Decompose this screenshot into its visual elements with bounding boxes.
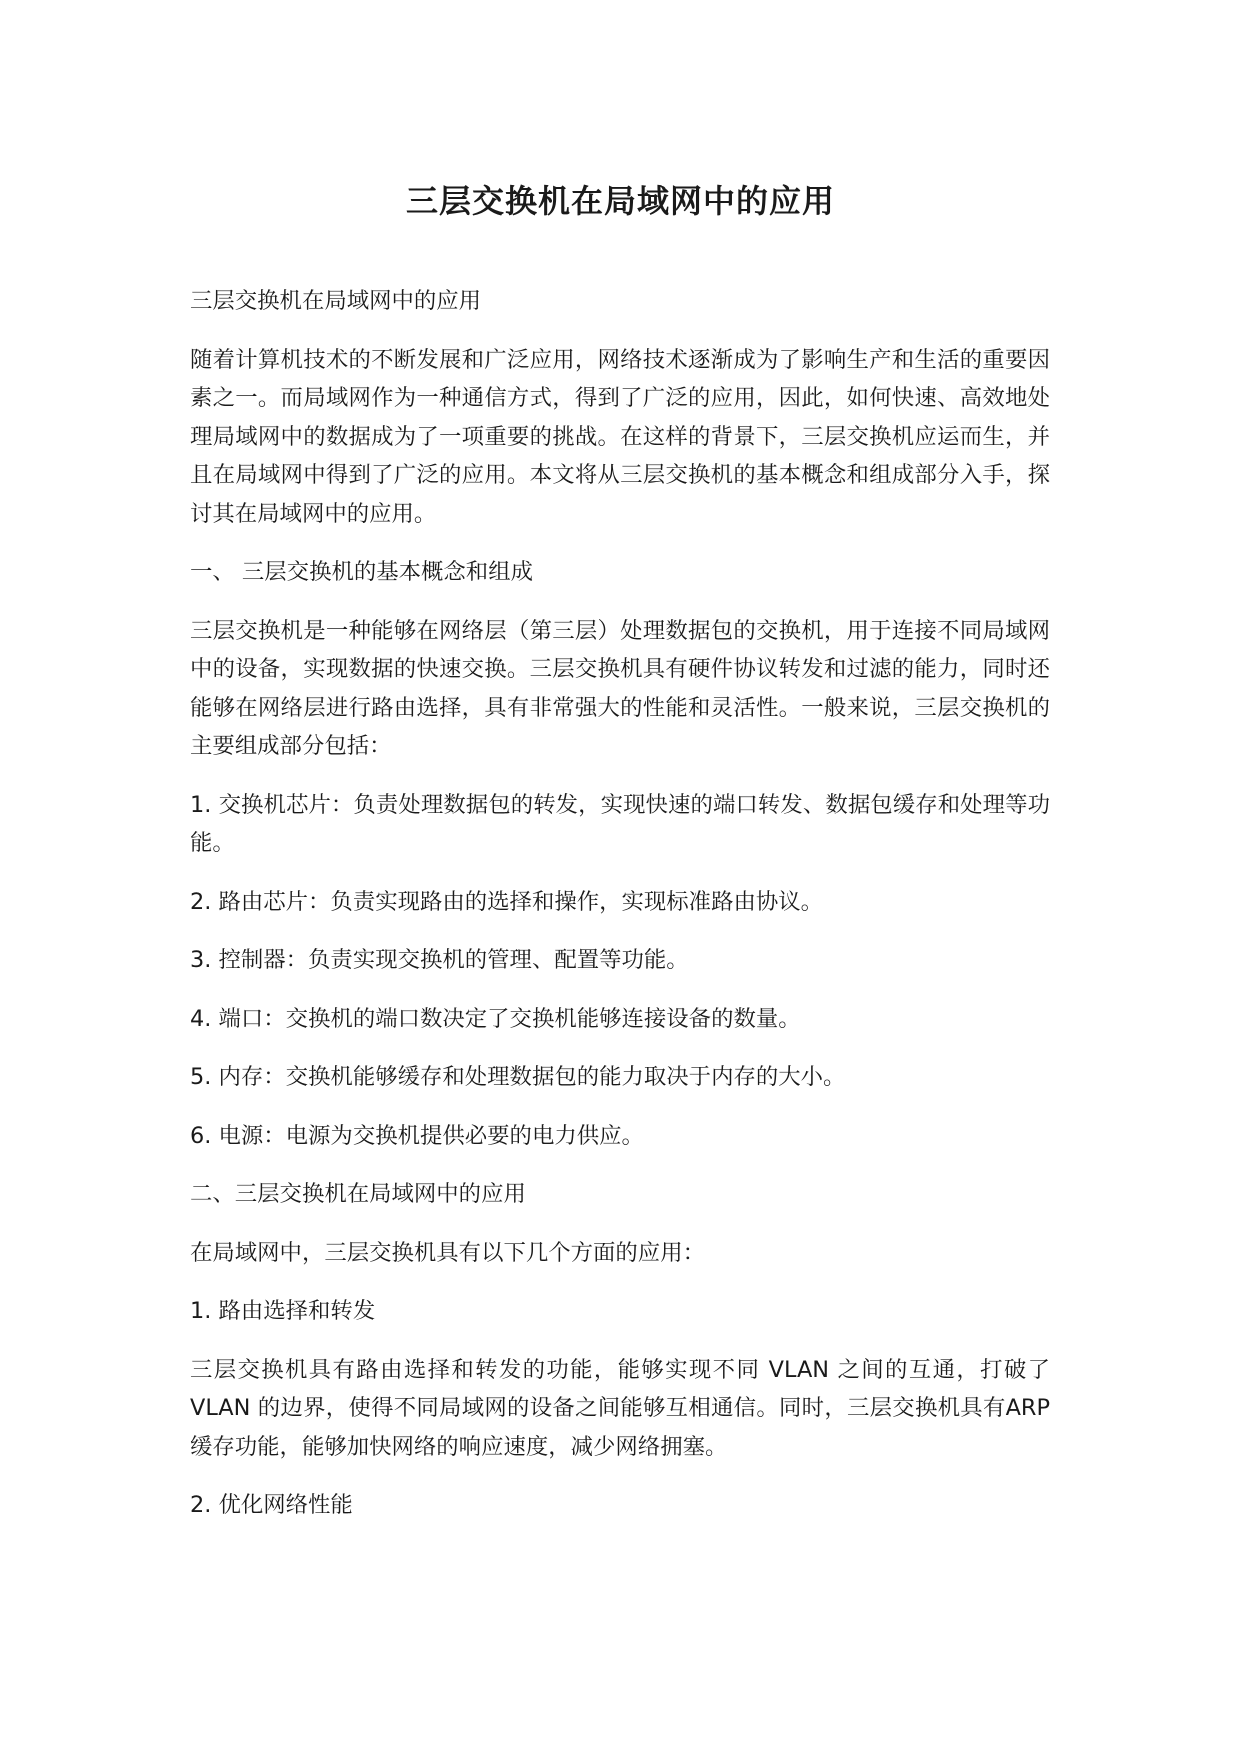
list-item-power: 6. 电源：电源为交换机提供必要的电力供应。 [190,1122,644,1149]
intro-paragraph: 随着计算机技术的不断发展和广泛应用，网络技术逐渐成为了影响生产和生活的重要因素之一。而局域网作为一种通信方式，得到了广泛的应用，因此，如何快速、高效地处理局域网中的数据成为了一项重要的挑战。在这样的背景下，三层交换机应运而生，并且在局域网中得到了广泛的应用。本文将从三层交换机的基本概念和组成部分入手，探讨其在局域网中的应用。 [190,346,1050,527]
list-item-ports: 4. 端口：交换机的端口数决定了交换机能够连接设备的数量。 [190,1005,801,1032]
concept-paragraph: 三层交换机是一种能够在网络层（第三层）处理数据包的交换机，用于连接不同局域网中的设备，实现数据的快速交换。三层交换机具有硬件协议转发和过滤的能力，同时还能够在网络层进行路由选择，具有非常强大的性能和灵活性。一般来说，三层交换机的主要组成部分包括： [190,617,1050,759]
section-heading-2: 二、三层交换机在局域网中的应用 [190,1181,526,1207]
list-item-memory: 5. 内存：交换机能够缓存和处理数据包的能力取决于内存的大小。 [190,1064,846,1090]
document-title: 三层交换机在局域网中的应用 [405,182,835,220]
subtitle-paragraph: 三层交换机在局域网中的应用 [190,288,482,314]
list-item-switch-chip: 1. 交换机芯片：负责处理数据包的转发，实现快速的端口转发、数据包缓存和处理等功能。 [190,791,1050,856]
list-item-controller: 3. 控制器：负责实现交换机的管理、配置等功能。 [190,947,689,973]
applications-intro: 在局域网中，三层交换机具有以下几个方面的应用： [190,1239,705,1266]
list-item-routing-chip: 2. 路由芯片：负责实现路由的选择和操作，实现标准路由协议。 [190,888,824,915]
document-body [190,282,1050,1545]
section-heading-1: 一、 三层交换机的基本概念和组成 [190,559,533,585]
routing-paragraph: 三层交换机具有路由选择和转发的功能，能够实现不同 VLAN 之间的互通，打破了VLAN 的边界，使得不同局域网的设备之间能够互相通信。同时，三层交换机具有ARP 缓存功能，能够加快网络的响应速度，减少网络拥塞。 [190,1356,1050,1460]
subheading-routing: 1. 路由选择和转发 [190,1298,376,1324]
subheading-performance: 2. 优化网络性能 [190,1492,353,1518]
